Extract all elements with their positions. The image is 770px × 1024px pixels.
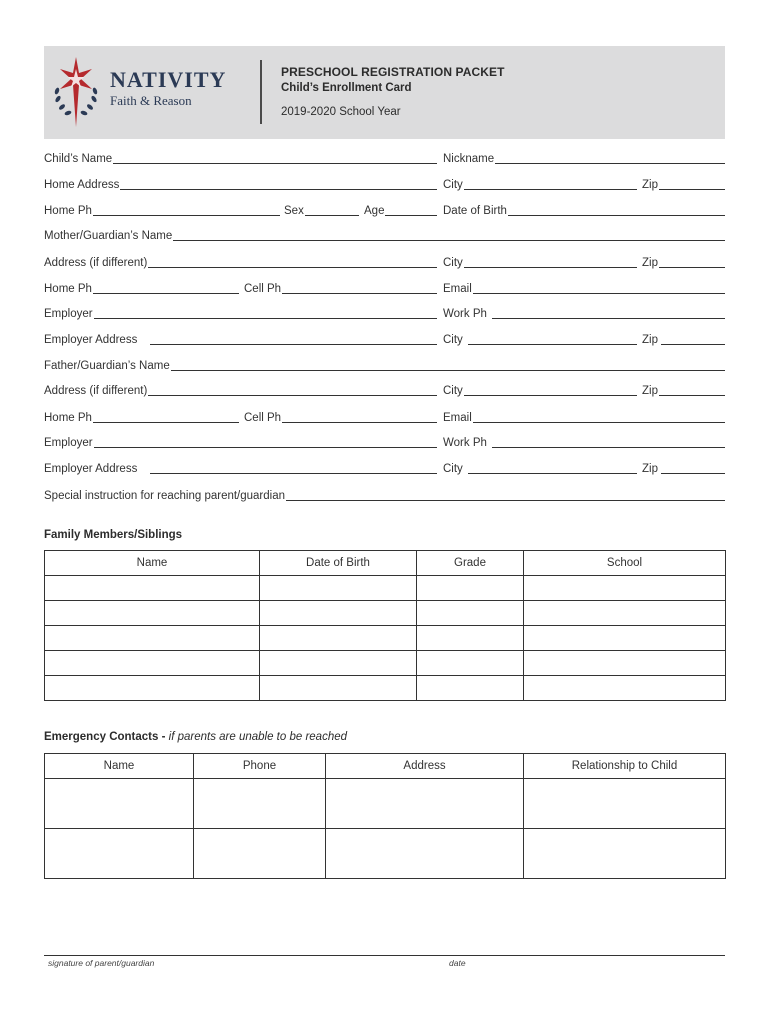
table-cell[interactable] — [326, 779, 524, 829]
home-address-label: Home Address — [44, 179, 120, 191]
form-row-home-address — [44, 176, 725, 194]
mother-employer-field[interactable] — [44, 305, 437, 321]
mother-cell-phone-label: Cell Ph — [244, 283, 282, 295]
emergency-col-name: Name — [45, 754, 194, 779]
table-cell[interactable] — [524, 651, 726, 676]
signature-label: signature of parent/guardian — [48, 958, 155, 968]
mother-email-field[interactable] — [443, 280, 725, 296]
father-email-field[interactable] — [443, 409, 725, 425]
table-cell[interactable] — [45, 676, 260, 701]
table-row — [45, 626, 726, 651]
home-phone-label: Home Ph — [44, 205, 92, 217]
table-cell[interactable] — [524, 626, 726, 651]
family-table — [44, 550, 726, 701]
table-cell[interactable] — [417, 651, 524, 676]
form-row-mother-employer — [44, 305, 725, 323]
emergency-title-note: if parents are unable to be reached — [168, 731, 348, 743]
table-cell[interactable] — [524, 601, 726, 626]
city-field[interactable] — [443, 176, 637, 192]
date-label: date — [449, 958, 466, 968]
mother-employer-city-field[interactable] — [443, 331, 637, 347]
nativity-logo — [50, 55, 250, 127]
emergency-table — [44, 753, 726, 879]
form-row-home-phone — [44, 202, 725, 220]
father-home-phone-label: Home Ph — [44, 412, 92, 424]
childs-name-label: Child’s Name — [44, 153, 113, 165]
home-phone-field[interactable] — [44, 202, 280, 218]
logo-subtitle: Faith & Reason — [110, 93, 192, 108]
father-guardian-name-label: Father/Guardian’s Name — [44, 360, 170, 372]
father-employer-zip-field[interactable] — [642, 460, 725, 476]
table-cell[interactable] — [260, 576, 417, 601]
father-employer-field[interactable] — [44, 434, 437, 450]
father-home-phone-field[interactable] — [44, 409, 239, 425]
father-employer-address-label: Employer Address — [44, 463, 138, 475]
table-cell[interactable] — [260, 601, 417, 626]
family-section-title: Family Members/Siblings — [44, 529, 183, 541]
mother-guardian-name-label: Mother/Guardian’s Name — [44, 230, 173, 242]
table-cell[interactable] — [194, 779, 326, 829]
family-col-school: School — [524, 551, 726, 576]
form-row-mother-name — [44, 227, 725, 245]
date-of-birth-field[interactable] — [443, 202, 725, 218]
table-cell[interactable] — [524, 576, 726, 601]
mother-work-phone-label: Work Ph — [443, 308, 487, 320]
mother-employer-zip-field[interactable] — [642, 331, 725, 347]
table-row — [45, 651, 726, 676]
special-instruction-label: Special instruction for reaching parent/guardian — [44, 490, 286, 502]
father-email-label: Email — [443, 412, 472, 424]
form-row-father-employer-address — [44, 460, 725, 478]
emergency-col-phone: Phone — [194, 754, 326, 779]
table-row — [45, 829, 726, 879]
form-row-mother-phones — [44, 280, 725, 298]
form-row-special-instruction — [44, 487, 725, 505]
table-row — [45, 576, 726, 601]
family-col-dob: Date of Birth — [260, 551, 417, 576]
emergency-col-relationship: Relationship to Child — [524, 754, 726, 779]
signature-line[interactable] — [44, 955, 725, 956]
mother-home-phone-field[interactable] — [44, 280, 239, 296]
father-address-label: Address (if different) — [44, 385, 148, 397]
mother-employer-zip-label: Zip — [642, 334, 658, 346]
table-row — [45, 676, 726, 701]
table-row — [45, 601, 726, 626]
mother-employer-city-label: City — [443, 334, 463, 346]
father-work-phone-field[interactable] — [443, 434, 725, 450]
special-instruction-field[interactable] — [44, 487, 725, 503]
mother-city-field[interactable] — [443, 254, 637, 270]
sex-field[interactable] — [284, 202, 359, 218]
form-row-mother-address — [44, 254, 725, 272]
age-label: Age — [364, 205, 385, 217]
age-field[interactable] — [364, 202, 437, 218]
form-row-father-name — [44, 357, 725, 375]
mother-address-field[interactable] — [44, 254, 437, 270]
emergency-table-header — [45, 754, 726, 779]
table-cell[interactable] — [524, 676, 726, 701]
table-cell[interactable] — [194, 829, 326, 879]
father-guardian-name-field[interactable] — [44, 357, 725, 373]
father-employer-address-field[interactable] — [44, 460, 437, 476]
emergency-section-title — [44, 731, 347, 743]
table-cell[interactable] — [45, 576, 260, 601]
table-cell[interactable] — [417, 626, 524, 651]
star-icon — [60, 57, 92, 127]
father-cell-phone-field[interactable] — [244, 409, 437, 425]
father-employer-city-field[interactable] — [443, 460, 637, 476]
mother-home-phone-label: Home Ph — [44, 283, 92, 295]
table-cell[interactable] — [417, 576, 524, 601]
zip-field[interactable] — [642, 176, 725, 192]
mother-employer-address-label: Employer Address — [44, 334, 138, 346]
form-row-father-phones — [44, 409, 725, 427]
emergency-col-address: Address — [326, 754, 524, 779]
mother-email-label: Email — [443, 283, 472, 295]
family-col-grade: Grade — [417, 551, 524, 576]
father-address-field[interactable] — [44, 382, 437, 398]
zip-label: Zip — [642, 179, 658, 191]
form-row-father-address — [44, 382, 725, 400]
childs-name-field[interactable] — [44, 150, 437, 166]
father-cell-phone-label: Cell Ph — [244, 412, 282, 424]
home-address-field[interactable] — [44, 176, 437, 192]
mother-cell-phone-field[interactable] — [244, 280, 437, 296]
table-cell[interactable] — [417, 676, 524, 701]
form-row-father-employer — [44, 434, 725, 452]
school-year: 2019-2020 School Year — [281, 106, 401, 118]
table-row — [45, 779, 726, 829]
table-cell[interactable] — [260, 676, 417, 701]
table-cell[interactable] — [45, 651, 260, 676]
logo-title: NATIVITY — [110, 67, 227, 92]
table-cell[interactable] — [45, 779, 194, 829]
table-cell[interactable] — [45, 829, 194, 879]
sex-label: Sex — [284, 205, 304, 217]
mother-zip-field[interactable] — [642, 254, 725, 270]
table-cell[interactable] — [524, 779, 726, 829]
nickname-field[interactable] — [443, 150, 725, 166]
form-row-child-name — [44, 150, 725, 168]
packet-title: PRESCHOOL REGISTRATION PACKET — [281, 65, 505, 79]
date-of-birth-label: Date of Birth — [443, 205, 507, 217]
father-zip-field[interactable] — [642, 382, 725, 398]
father-employer-label: Employer — [44, 437, 93, 449]
table-cell[interactable] — [260, 651, 417, 676]
table-cell[interactable] — [524, 829, 726, 879]
mother-employer-label: Employer — [44, 308, 93, 320]
form-row-mother-employer-address — [44, 331, 725, 349]
nickname-label: Nickname — [443, 153, 495, 165]
mother-guardian-name-field[interactable] — [44, 227, 725, 243]
table-cell[interactable] — [326, 829, 524, 879]
family-table-header — [45, 551, 726, 576]
mother-zip-label: Zip — [642, 257, 658, 269]
header-divider — [260, 60, 262, 124]
mother-employer-address-field[interactable] — [44, 331, 437, 347]
father-city-field[interactable] — [443, 382, 637, 398]
table-cell[interactable] — [45, 601, 260, 626]
table-cell[interactable] — [260, 626, 417, 651]
city-label: City — [443, 179, 463, 191]
mother-work-phone-field[interactable] — [443, 305, 725, 321]
mother-city-label: City — [443, 257, 463, 269]
father-work-phone-label: Work Ph — [443, 437, 487, 449]
father-zip-label: Zip — [642, 385, 658, 397]
mother-address-label: Address (if different) — [44, 257, 148, 269]
table-cell[interactable] — [45, 626, 260, 651]
card-title: Child’s Enrollment Card — [281, 82, 412, 94]
father-city-label: City — [443, 385, 463, 397]
family-col-name: Name — [45, 551, 260, 576]
table-cell[interactable] — [417, 601, 524, 626]
emergency-title-text: Emergency Contacts - — [44, 731, 166, 743]
father-employer-zip-label: Zip — [642, 463, 658, 475]
father-employer-city-label: City — [443, 463, 463, 475]
